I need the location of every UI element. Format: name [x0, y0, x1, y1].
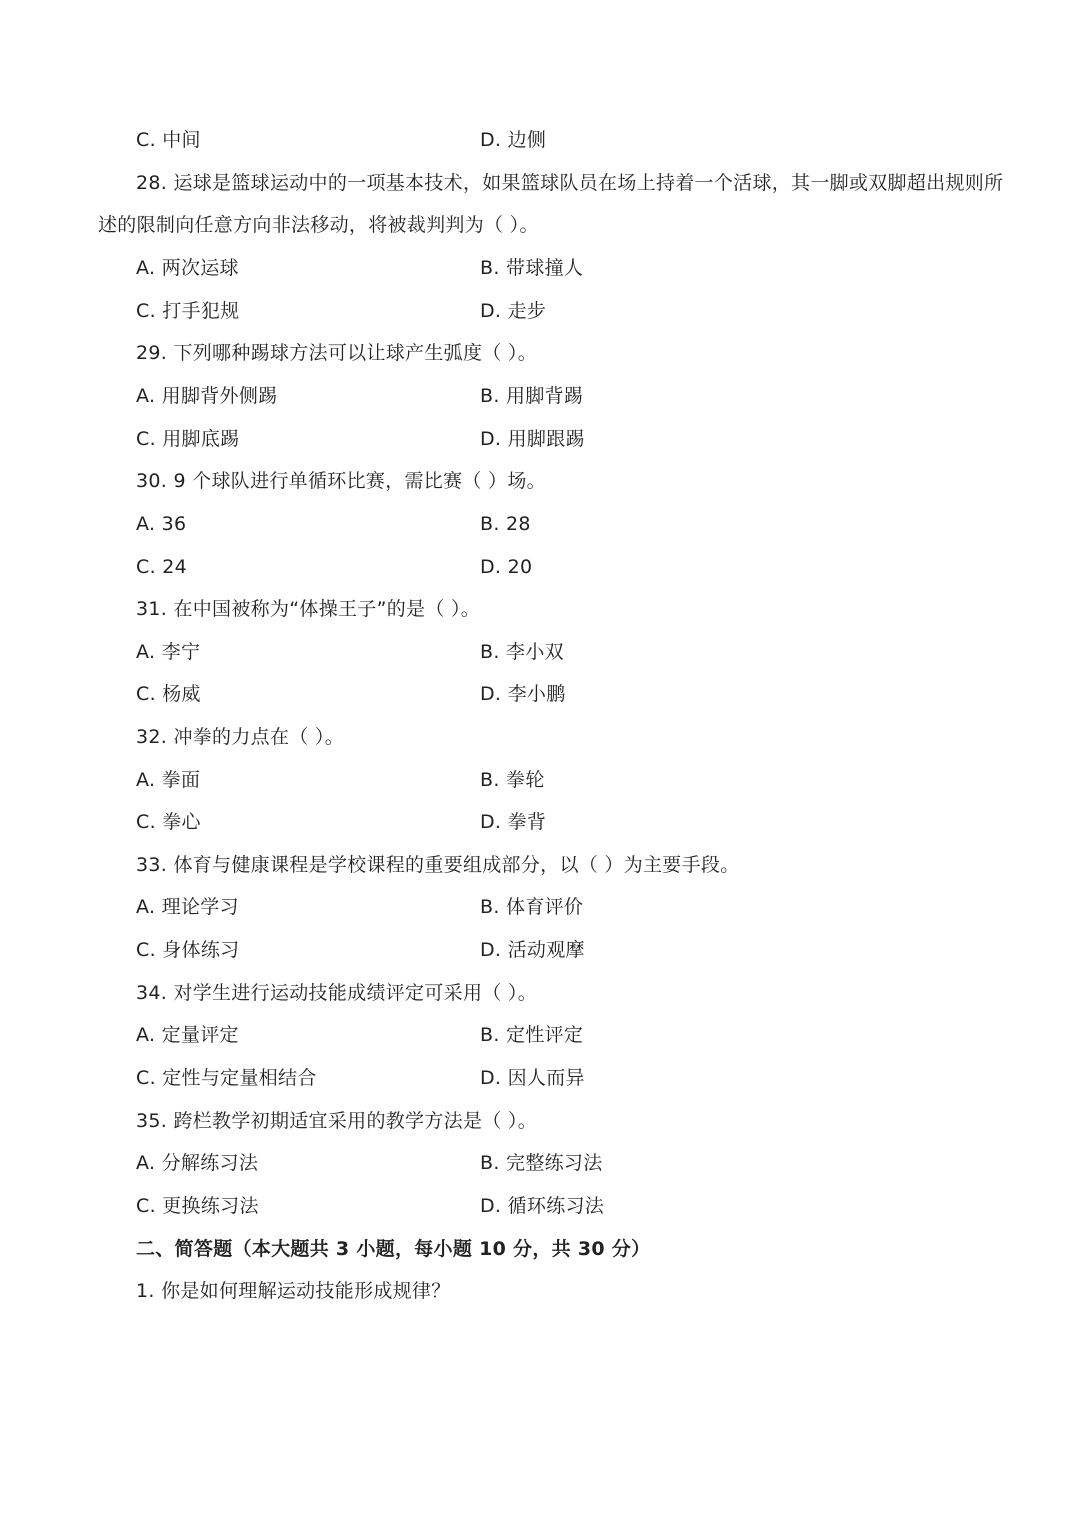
q28-option-c: C. 打手犯规 — [136, 300, 240, 322]
q35-option-c: C. 更换练习法 — [136, 1195, 259, 1217]
q35-option-a: A. 分解练习法 — [136, 1152, 259, 1174]
q28-option-b: B. 带球撞人 — [480, 257, 584, 279]
q33-option-a: A. 理论学习 — [136, 896, 239, 918]
q30-stem: 30. 9 个球队进行单循环比赛，需比赛（ ）场。 — [136, 470, 546, 492]
q32-option-c: C. 拳心 — [136, 811, 201, 833]
q35-stem: 35. 跨栏教学初期适宜采用的教学方法是（ ）。 — [136, 1110, 537, 1132]
q29-stem: 29. 下列哪种踢球方法可以让球产生弧度（ ）。 — [136, 342, 537, 364]
q32-stem: 32. 冲拳的力点在（ ）。 — [136, 726, 344, 748]
q33-option-b: B. 体育评价 — [480, 896, 584, 918]
q33-stem: 33. 体育与健康课程是学校课程的重要组成部分，以（ ）为主要手段。 — [136, 854, 740, 876]
q31-option-c: C. 杨威 — [136, 683, 201, 705]
q34-option-b: B. 定性评定 — [480, 1024, 584, 1046]
q33-option-c: C. 身体练习 — [136, 939, 240, 961]
q29-option-a: A. 用脚背外侧踢 — [136, 385, 278, 407]
q35-option-b: B. 完整练习法 — [480, 1152, 603, 1174]
q32-option-a: A. 拳面 — [136, 769, 201, 791]
q27-option-d: D. 边侧 — [480, 129, 547, 151]
q27-option-c: C. 中间 — [136, 129, 201, 151]
section-title: 二、简答题（本大题共 3 小题，每小题 10 分，共 30 分） — [136, 1238, 651, 1260]
q29-option-c: C. 用脚底踢 — [136, 428, 240, 450]
short-answer-q1: 1. 你是如何理解运动技能形成规律？ — [136, 1280, 451, 1302]
q30-option-a: A. 36 — [136, 513, 187, 535]
q29-option-d: D. 用脚跟踢 — [480, 428, 585, 450]
q34-stem: 34. 对学生进行运动技能成绩评定可采用（ ）。 — [136, 982, 537, 1004]
q30-option-c: C. 24 — [136, 556, 188, 578]
q34-option-a: A. 定量评定 — [136, 1024, 239, 1046]
q32-option-b: B. 拳轮 — [480, 769, 545, 791]
q30-option-b: B. 28 — [480, 513, 531, 535]
q34-option-d: D. 因人而异 — [480, 1067, 585, 1089]
q29-option-b: B. 用脚背踢 — [480, 385, 584, 407]
q31-option-b: B. 李小双 — [480, 641, 564, 663]
q31-option-a: A. 李宁 — [136, 641, 201, 663]
q32-option-d: D. 拳背 — [480, 811, 547, 833]
q28-option-d: D. 走步 — [480, 300, 547, 322]
q34-option-c: C. 定性与定量相结合 — [136, 1067, 317, 1089]
q31-option-d: D. 李小鹏 — [480, 683, 566, 705]
q28-option-a: A. 两次运球 — [136, 257, 239, 279]
q31-stem: 31. 在中国被称为“体操王子”的是（ ）。 — [136, 598, 481, 620]
q28-stem-line2: 述的限制向任意方向非法移动，将被裁判判为（ ）。 — [98, 214, 539, 236]
q35-option-d: D. 循环练习法 — [480, 1195, 605, 1217]
q28-stem-line1: 28. 运球是篮球运动中的一项基本技术，如果篮球队员在场上持着一个活球，其一脚或双脚超出规则所 — [136, 172, 1004, 194]
q33-option-d: D. 活动观摩 — [480, 939, 585, 961]
q30-option-d: D. 20 — [480, 556, 533, 578]
